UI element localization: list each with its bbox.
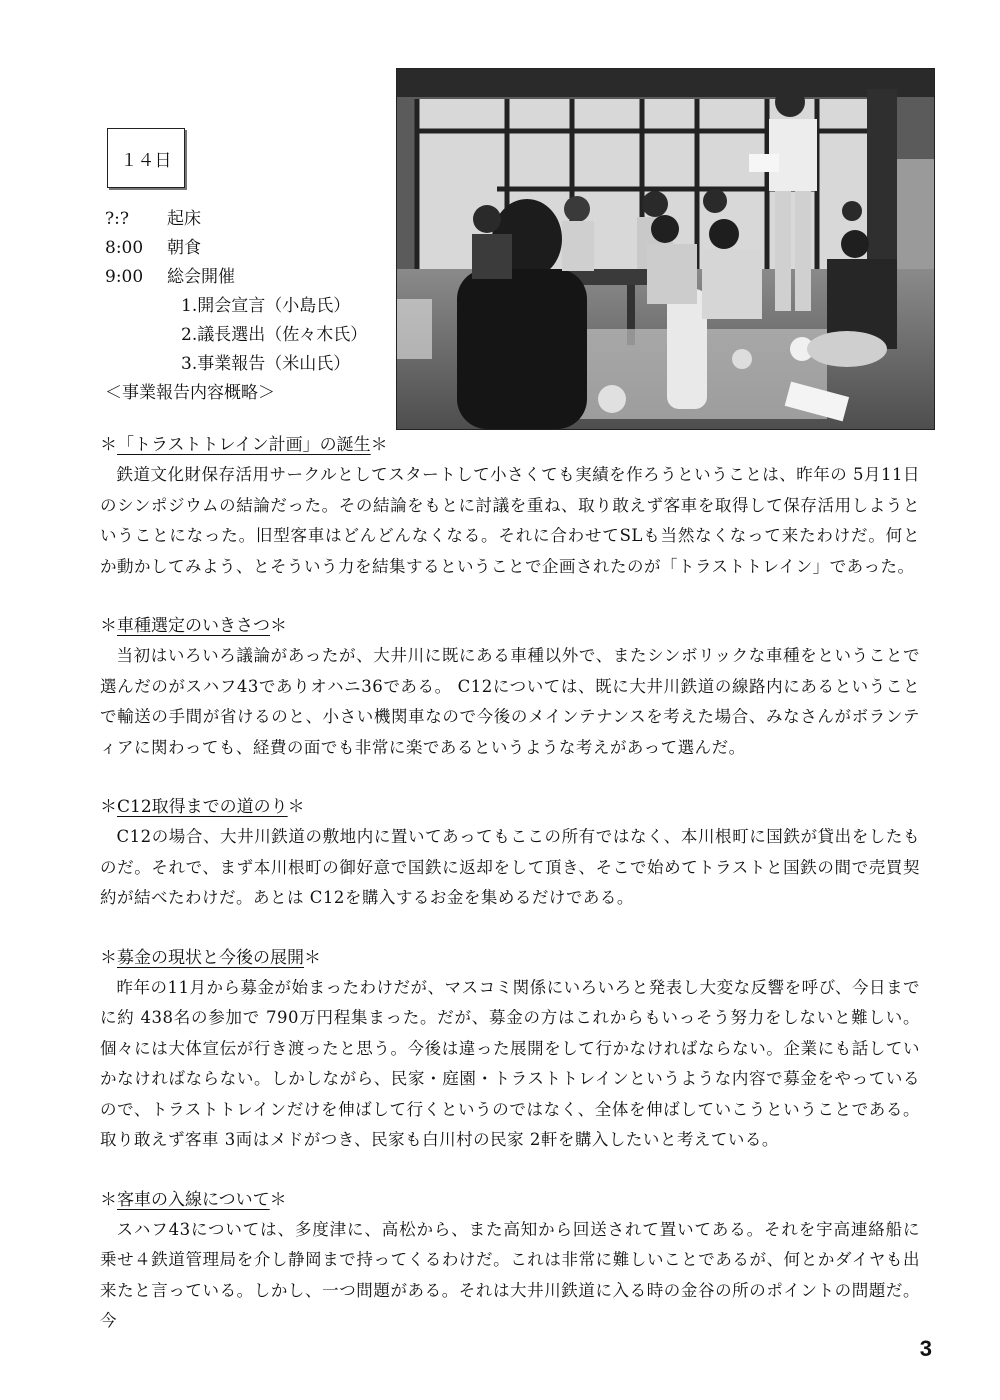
page-number: 3 <box>919 1336 932 1361</box>
schedule-row <box>105 263 367 292</box>
meeting-photo <box>396 68 935 430</box>
report-note: ＜事業報告内容概略＞ <box>105 383 275 403</box>
section-heading: ＊ 募金の現状と今後の展開 ＊ <box>100 943 920 973</box>
section-body: スハフ43については、多度津に、高松から、また高知から回送されて置いてある。それを宇高連絡船に乗せ４鉄道管理局を介し静岡まで持ってくるわけだ。これは非常に難しいことであるが、何とかダイヤも出来たと言っている。しかし、一つ問題がある。それは大井川鉄道に入る時の金谷の所のポイントの問題だ。今 <box>100 1219 920 1330</box>
section-heading-text: 客車の入線について <box>117 1189 270 1210</box>
report-section <box>100 611 920 763</box>
schedule-time: 8:00 <box>105 238 144 258</box>
schedule-item: 朝食 <box>167 238 201 258</box>
report-section <box>100 430 920 582</box>
schedule-item: 総会開催 <box>167 267 235 287</box>
schedule-time: 9:00 <box>105 267 144 287</box>
section-heading-text: 募金の現状と今後の展開 <box>117 947 304 968</box>
section-heading: ＊ 客車の入線について ＊ <box>100 1185 920 1215</box>
date-box <box>107 128 185 188</box>
section-heading: ＊ 「トラストトレイン計画」の誕生 ＊ <box>100 430 920 460</box>
agenda-item: 1.開会宣言（小島氏） <box>181 296 351 316</box>
agenda-item: 3.事業報告（米山氏） <box>181 354 351 374</box>
report-section <box>100 1185 920 1337</box>
date-label: １４日 <box>120 150 172 171</box>
schedule <box>105 205 367 408</box>
section-heading-text: C12取得までの道のり <box>117 797 288 817</box>
section-body: C12の場合、大井川鉄道の敷地内に置いてあってもここの所有ではなく、本川根町に国鉄が貸出をしたものだ。それで、まず本川根町の御好意で国鉄に返却をして頂き、そこで始めてトラストと国鉄の間で売買契約が結べたわけだ。あとは C12を購入するお金を集めるだけである。 <box>100 827 920 907</box>
schedule-item: 起床 <box>167 209 201 229</box>
section-heading-text: 「トラストトレイン計画」の誕生 <box>117 435 371 455</box>
report-section <box>100 792 920 914</box>
report-sections <box>100 430 920 1366</box>
section-heading: ＊ 車種選定のいきさつ ＊ <box>100 611 920 641</box>
section-body: 鉄道文化財保存活用サークルとしてスタートして小さくても実績を作ろうということは、昨年の 5月11日のシンポジウムの結論だった。その結論をもとに討議を重ね、取り敢えず客車を取得して保存活用しようということになった。旧型客車はどんどんなくなる。それに合わせてSLも当然なくなって来たわけだ。何とか動かしてみよう、とそういう力を結集するということで企画されたのが「トラストトレイン」であった。 <box>100 465 920 576</box>
meeting-photo-image <box>397 69 934 429</box>
section-heading: ＊ C12取得までの道のり ＊ <box>100 792 920 822</box>
schedule-row <box>105 205 367 234</box>
schedule-time: ?:? <box>105 209 129 229</box>
agenda-item: 2.議長選出（佐々木氏） <box>181 325 368 345</box>
section-heading-text: 車種選定のいきさつ <box>117 616 270 636</box>
section-body: 当初はいろいろ議論があったが、大井川に既にある車種以外で、またシンボリックな車種をということで選んだのがスハフ43でありオハニ36である。 C12については、既に大井川鉄道の線路内にあるということで輸送の手間が省けるのと、小さい機関車なので今後のメインテナンスを考えた場合、みなさんがボランティアに関わっても、経費の面でも非常に楽であるというような考えがあって選んだ。 <box>100 646 920 757</box>
section-body: 昨年の11月から募金が始まったわけだが、マスコミ関係にいろいろと発表し大変な反響を呼び、今日までに約 438名の参加で 790万円程集まった。だが、募金の方はこれからもいっそう努力をしないと難しい。個々には大体宣伝が行き渡ったと思う。今後は違った展開をして行かなければならない。企業にも話していかなければならない。しかしながら、民家・庭園・トラストトレインというような内容で募金をやっているので、トラストトレインだけを伸ばして行くというのではなく、全体を伸ばしていこうということである。取り敢えず客車 3両はメドがつき、民家も白川村の民家 2軒を購入したいと考えている。 <box>100 977 920 1149</box>
schedule-row <box>105 234 367 263</box>
report-section <box>100 943 920 1156</box>
